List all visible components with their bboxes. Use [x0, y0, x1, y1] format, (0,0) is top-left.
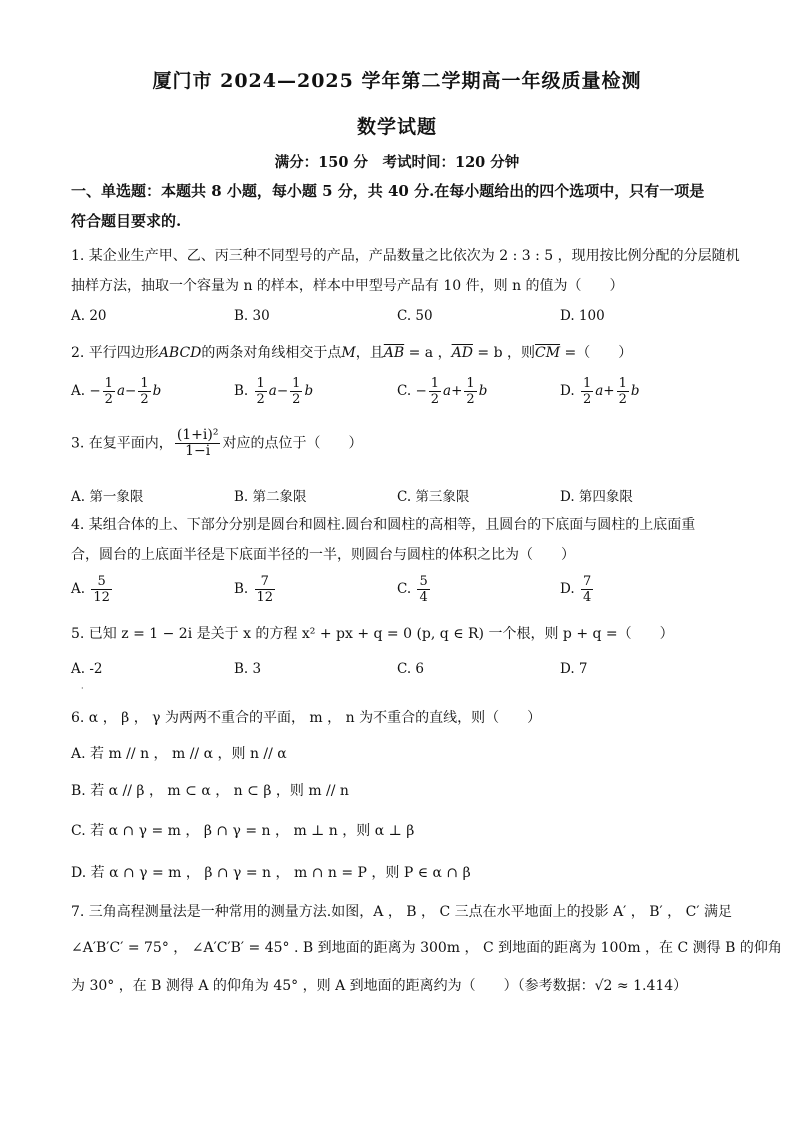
- q3-stem: 3. 在复平面内， $\frac{\text{(1+i)²}}{1-i}$ 对应的点位于（ ）: [71, 427, 363, 459]
- q6-option-b: B. 若 α // β ， m ⊂ α ， n ⊂ β ，则 m // n: [71, 783, 349, 799]
- q5-stem: 5. 已知 z = 1 − 2i 是关于 x 的方程 x² + px + q = 0 (p, q ∈ R) 一个根，则 p + q =（ ）: [71, 626, 674, 642]
- exam-title: 厦门市 2024—2025 学年第二学期高一年级质量检测: [152, 70, 642, 92]
- q7-stem: 7. 三角高程测量法是一种常用的测量方法.如图，A ， B ， C 三点在水平地面上的投影 A′ ， B′ ， C′ 满足: [71, 904, 732, 920]
- q2-option-d: D. $\frac{1}{2}$ a+ $\frac{1}{2}$ b: [560, 376, 640, 407]
- q1-option-d: D. 100: [560, 308, 605, 324]
- section-heading: 一、单选题：本题共 8 小题，每小题 5 分，共 40 分.在每小题给出的四个选项中，只有一项是: [71, 182, 705, 200]
- q6-stem: 6. α ， β ， γ 为两两不重合的平面， m ， n 为不重合的直线，则（ ）: [71, 710, 542, 726]
- q6-option-c: C. 若 α ∩ γ = m ， β ∩ γ = n ， m ⊥ n ，则 α ⊥ β: [71, 823, 415, 839]
- q2-option-a: A. − $\frac{1}{2}$ a− $\frac{1}{2}$ b: [71, 376, 162, 407]
- vector-cm: $\overline{CM}$: [535, 345, 561, 361]
- q6-option-d: D. 若 α ∩ γ = m ， β ∩ γ = n ， m ∩ n = P ，则 P ∈ α ∩ β: [71, 865, 471, 881]
- q3-option-a: A. 第一象限: [71, 489, 144, 505]
- q4-option-c: C. $\frac{5}{4}$: [397, 574, 428, 605]
- q4-option-d: D. $\frac{7}{4}$: [560, 574, 592, 605]
- exam-meta: 满分：150 分 考试时间：120 分钟: [274, 154, 520, 171]
- q1-option-c: C. 50: [397, 308, 433, 324]
- q7-stem-cont: ∠A′B′C′ = 75° ， ∠A′C′B′ = 45° . B 到地面的距离为 300m ， C 到地面的距离为 100m ，在 C 测得 B 的仰角: [71, 940, 782, 956]
- vector-ab: $\overline{AB}$: [383, 345, 405, 361]
- q3-option-d: D. 第四象限: [560, 489, 633, 505]
- stray-dot: ·: [81, 684, 84, 693]
- q5-option-a: A. -2: [71, 661, 103, 677]
- q1-option-b: B. 30: [234, 308, 270, 324]
- q2-option-b: B. $\frac{1}{2}$ a− $\frac{1}{2}$ b: [234, 376, 314, 407]
- q3-option-c: C. 第三象限: [397, 489, 470, 505]
- vector-ad: $\overline{AD}$: [451, 345, 473, 361]
- q4-stem-cont: 合，圆台的上底面半径是下底面半径的一半，则圆台与圆柱的体积之比为（ ）: [71, 547, 575, 563]
- q6-option-a: A. 若 m // n ， m // α ，则 n // α: [71, 746, 287, 762]
- q3-option-b: B. 第二象限: [234, 489, 307, 505]
- q2-stem: 2. 平行四边形ABCD的两条对角线相交于点M，且$\overline{AB} = a$ ，$\overline{AD} = b$ ，则$\overline{CM}$ =（ ）: [71, 345, 633, 361]
- q5-option-d: D. 7: [560, 661, 588, 677]
- q1-option-a: A. 20: [71, 308, 107, 324]
- q5-option-c: C. 6: [397, 661, 425, 677]
- q4-option-b: B. $\frac{7}{12}$: [234, 574, 274, 605]
- q5-option-b: B. 3: [234, 661, 262, 677]
- section-heading-cont: 符合题目要求的.: [71, 212, 182, 230]
- q1-stem-cont: 抽样方法，抽取一个容量为 n 的样本，样本中甲型号产品有 10 件，则 n 的值为（ ）: [71, 278, 624, 294]
- subject-title: 数学试题: [356, 116, 437, 138]
- q4-stem: 4. 某组合体的上、下部分分别是圆台和圆柱.圆台和圆柱的高相等，且圆台的下底面与圆柱的上底面重: [71, 517, 696, 533]
- q4-option-a: A. $\frac{5}{12}$: [71, 574, 110, 605]
- q1-stem: 1. 某企业生产甲、乙、丙三种不同型号的产品，产品数量之比依次为 2 : 3 : 5 ，现用按比例分配的分层随机: [71, 248, 740, 264]
- q7-stem-cont2: 为 30° ，在 B 测得 A 的仰角为 45° ，则 A 到地面的距离约为（ ）（参考数据：√2 ≈ 1.414）: [71, 978, 688, 994]
- q2-option-c: C. − $\frac{1}{2}$ a+ $\frac{1}{2}$ b: [397, 376, 488, 407]
